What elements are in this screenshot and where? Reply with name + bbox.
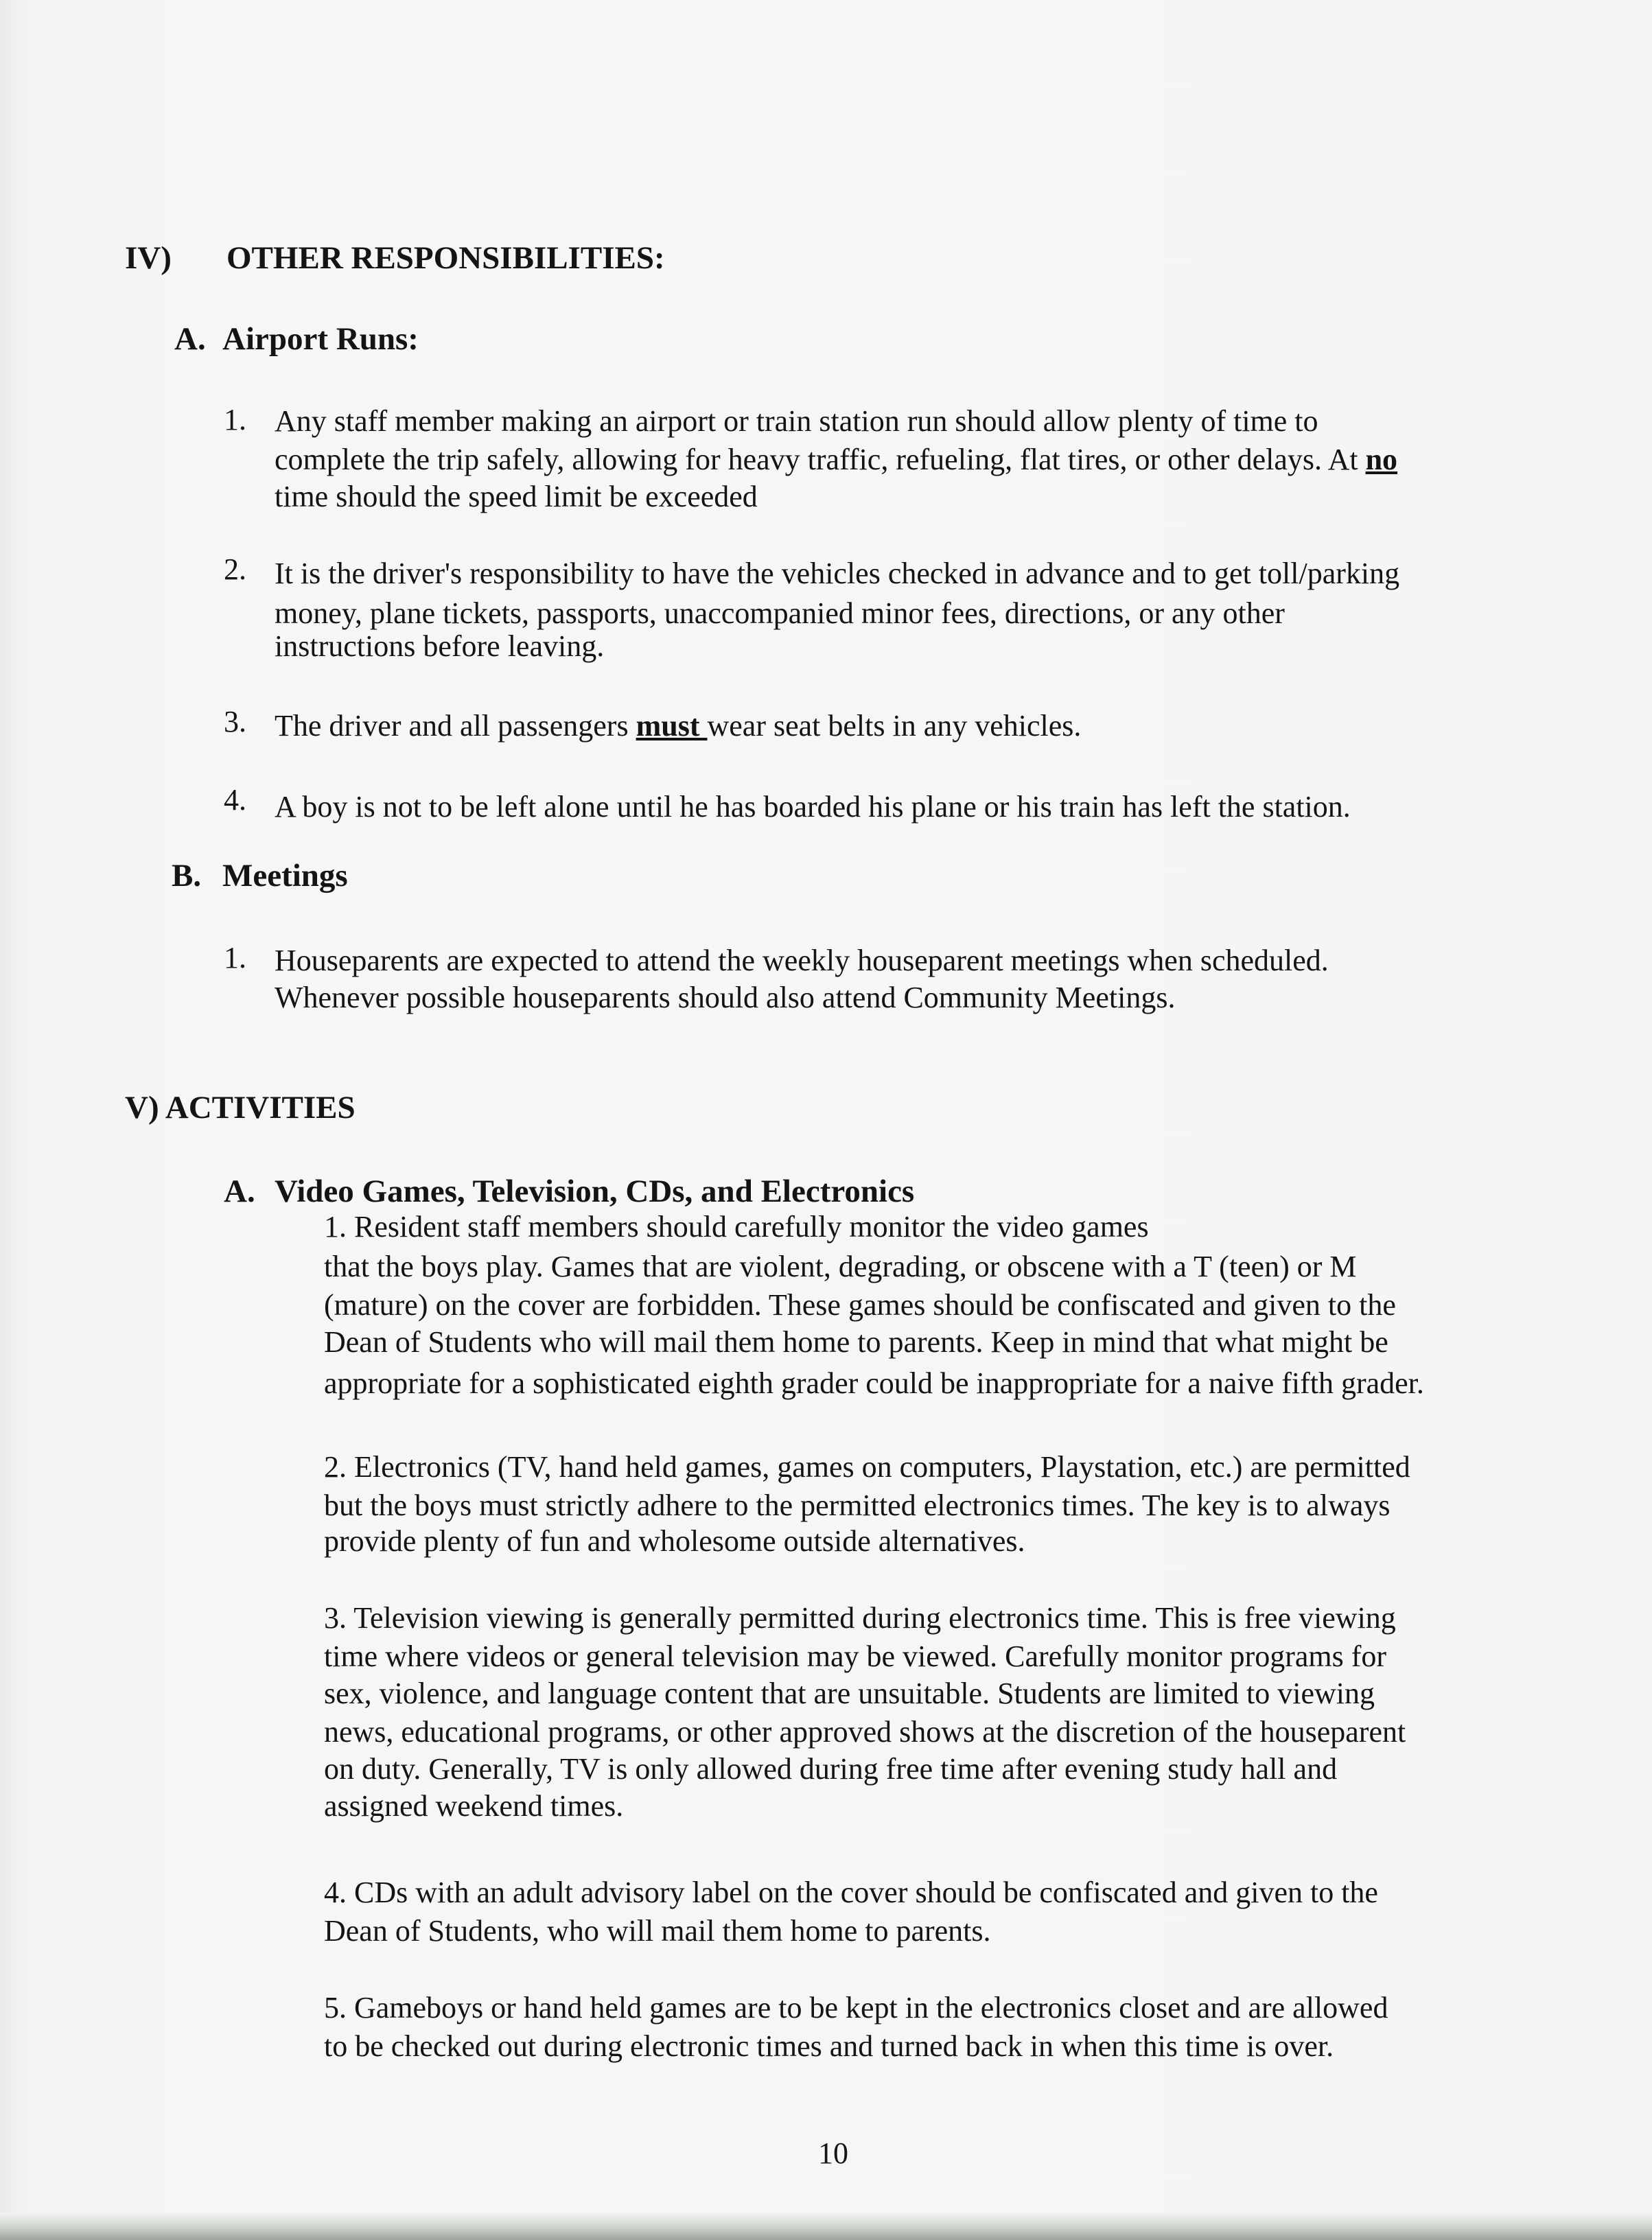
paragraph-line: on duty. Generally, TV is only allowed during free time after evening study hall and	[324, 1752, 1338, 1786]
list-item-text: A boy is not to be left alone until he has boarded his plane or his train has left the station.	[275, 790, 1351, 824]
list-item-text: Houseparents are expected to attend the weekly houseparent meetings when scheduled.	[275, 944, 1329, 977]
subsection-b-letter: B.	[172, 858, 202, 894]
subsection-airport-runs-title: Airport Runs:	[222, 321, 419, 357]
paragraph-line: news, educational programs, or other approved shows at the discretion of the houseparent	[324, 1715, 1406, 1749]
list-item-text: Whenever possible houseparents should also attend Community Meetings.	[275, 981, 1176, 1014]
section-v-title: V) ACTIVITIES	[125, 1090, 356, 1125]
list-item-text: complete the trip safely, allowing for heavy traffic, refueling, flat tires, or other delays. At no	[275, 443, 1398, 476]
paragraph-line: 4. CDs with an adult advisory label on the cover should be confiscated and given to the	[324, 1876, 1378, 1909]
paragraph-line: Dean of Students, who will mail them home to parents.	[324, 1914, 991, 1948]
list-number: 1.	[224, 403, 246, 436]
paragraph-line: 1. Resident staff members should carefully monitor the video games	[324, 1210, 1149, 1244]
section-iv-number: IV)	[125, 240, 172, 276]
subsection-a-letter: A.	[224, 1174, 255, 1209]
paragraph-line: sex, violence, and language content that are unsuitable. Students are limited to viewing	[324, 1677, 1375, 1710]
list-item-text: time should the speed limit be exceeded	[275, 480, 758, 513]
subsection-a-letter: A.	[174, 321, 206, 357]
section-iv-title: OTHER RESPONSIBILITIES:	[226, 240, 665, 276]
list-item-text: The driver and all passengers must wear seat belts in any vehicles.	[275, 709, 1082, 743]
paragraph-line: that the boys play. Games that are violent, degrading, or obscene with a T (teen) or M	[324, 1250, 1357, 1283]
paragraph-line: assigned weekend times.	[324, 1789, 624, 1823]
paragraph-line: provide plenty of fun and wholesome outside alternatives.	[324, 1524, 1025, 1558]
list-number: 3.	[224, 705, 246, 738]
list-number: 1.	[224, 941, 246, 975]
list-number: 2.	[224, 552, 246, 586]
scan-bottom-edge	[0, 2213, 1652, 2240]
emphasis-no: no	[1365, 443, 1398, 476]
paragraph-line: Dean of Students who will mail them home to parents. Keep in mind that what might be	[324, 1325, 1388, 1359]
paragraph-line: appropriate for a sophisticated eighth grader could be inappropriate for a naive fifth grader.	[324, 1366, 1424, 1400]
paragraph-line: time where videos or general television may be viewed. Carefully monitor programs for	[324, 1640, 1387, 1673]
list-item-text: It is the driver's responsibility to have the vehicles checked in advance and to get toll/parking	[275, 557, 1400, 590]
subsection-video-games-title: Video Games, Television, CDs, and Electronics	[275, 1174, 915, 1209]
paragraph-line: but the boys must strictly adhere to the permitted electronics times. The key is to always	[324, 1489, 1391, 1522]
paragraph-line: 2. Electronics (TV, hand held games, games on computers, Playstation, etc.) are permitted	[324, 1450, 1410, 1484]
list-item-text: instructions before leaving.	[275, 629, 605, 663]
emphasis-must: must	[636, 709, 708, 743]
paragraph-line: 3. Television viewing is generally permitted during electronics time. This is free viewing	[324, 1601, 1396, 1635]
page-number: 10	[818, 2136, 848, 2170]
list-item-text: money, plane tickets, passports, unaccompanied minor fees, directions, or any other	[275, 596, 1285, 630]
paragraph-line: to be checked out during electronic times and turned back in when this time is over.	[324, 2029, 1334, 2063]
paragraph-line: 5. Gameboys or hand held games are to be kept in the electronics closet and are allowed	[324, 1991, 1388, 2025]
paragraph-line: (mature) on the cover are forbidden. These games should be confiscated and given to the	[324, 1288, 1396, 1322]
subsection-meetings-title: Meetings	[222, 858, 348, 894]
list-item-text: Any staff member making an airport or train station run should allow plenty of time to	[275, 404, 1318, 438]
list-number: 4.	[224, 783, 246, 817]
